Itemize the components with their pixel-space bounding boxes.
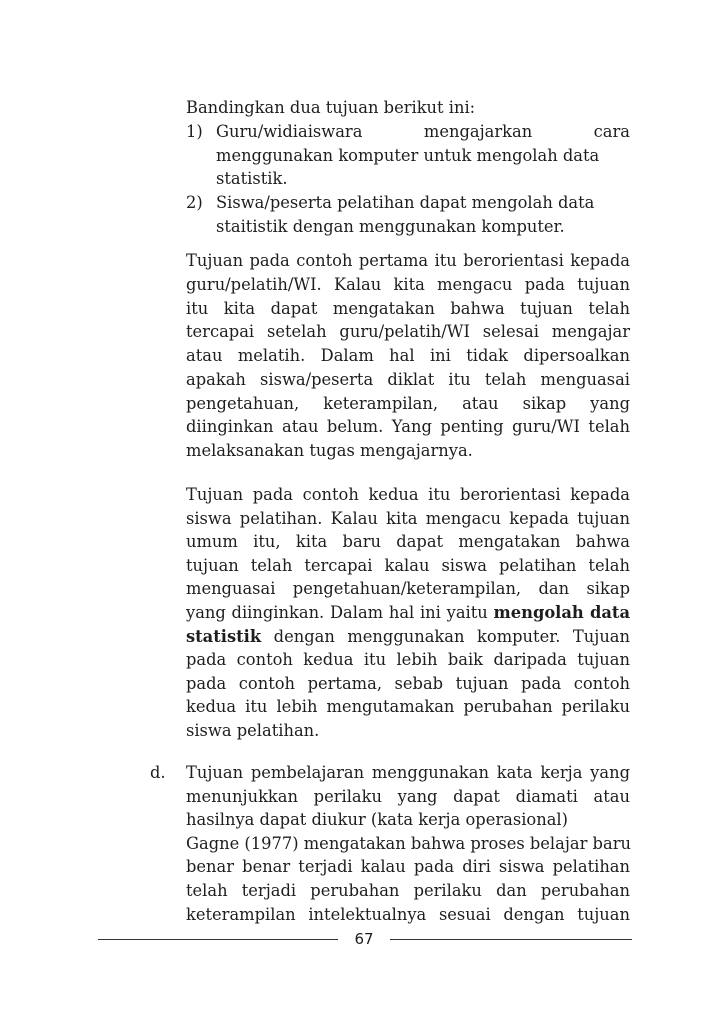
section-d-line: Tujuan pembelajaran menggunakan kata kerja yang	[186, 763, 630, 782]
list-item-1-line-2: menggunakan komputer untuk mengolah data	[216, 146, 600, 165]
section-d-marker: d.	[150, 763, 166, 782]
paragraph-2-line	[186, 602, 630, 624]
paragraph-2-line: kedua itu lebih mengutamakan perubahan perilaku	[186, 697, 630, 717]
section-d-line: menunjukkan perilaku yang dapat diamati atau	[186, 786, 630, 806]
paragraph-2-text: yang diinginkan. Dalam hal ini yaitu	[186, 603, 494, 622]
footer-rule-right	[390, 939, 632, 940]
paragraph-1-line: atau melatih. Dalam hal ini tidak dipersoalkan	[186, 346, 630, 365]
section-d-line: benar benar terjadi kalau pada diri siswa pelatihan	[186, 857, 630, 877]
paragraph-1-line: apakah siswa/peserta diklat itu telah menguasai	[186, 369, 630, 389]
paragraph-2-text: dengan menggunakan komputer. Tujuan	[261, 626, 630, 646]
intro-line: Bandingkan dua tujuan berikut ini:	[186, 98, 476, 117]
section-d-line: keterampilan intelektualnya sesuai dengan tujuan	[186, 904, 630, 924]
footer-rule-left	[98, 939, 338, 940]
paragraph-2-line: pada contoh pertama, sebab tujuan pada contoh	[186, 673, 630, 693]
paragraph-2-line: pada contoh kedua itu lebih baik daripada tujuan	[186, 650, 630, 670]
list-item-2-line-2: staitistik dengan menggunakan komputer.	[216, 217, 565, 236]
paragraph-1-line: guru/pelatih/WI. Kalau kita mengacu pada tujuan	[186, 274, 630, 294]
paragraph-1-line: itu kita dapat mengatakan bahwa tujuan telah	[186, 298, 630, 318]
page-number: 67	[354, 930, 374, 948]
paragraph-1-line: Tujuan pada contoh pertama itu berorientasi kepada	[186, 251, 630, 270]
list-item-2-line-1: Siswa/peserta pelatihan dapat mengolah data	[216, 193, 595, 212]
list-number-2: 2)	[186, 193, 203, 212]
list-number-1: 1)	[186, 122, 203, 141]
bold-phrase: mengolah data	[493, 603, 630, 622]
bold-phrase: statistik	[186, 626, 262, 646]
paragraph-2-line	[186, 626, 630, 648]
paragraph-2-line: tujuan telah tercapai kalau siswa pelatihan telah	[186, 555, 630, 575]
paragraph-2-line: siswa pelatihan. Kalau kita mengacu kepada tujuan	[186, 508, 630, 528]
list-item-1-line-3: statistik.	[216, 169, 288, 188]
section-d-line: Gagne (1977) mengatakan bahwa proses belajar baru	[186, 833, 631, 853]
paragraph-2-line: umum itu, kita baru dapat mengatakan bahwa	[186, 532, 630, 552]
paragraph-1-line: tercapai setelah guru/pelatih/WI selesai mengajar	[186, 322, 630, 342]
list-item-1-line-1: Guru/widiaiswara mengajarkan cara	[216, 122, 630, 141]
paragraph-1-line: melaksanakan tugas mengajarnya.	[186, 441, 473, 460]
paragraph-1-line: pengetahuan, keterampilan, atau sikap yang	[186, 393, 630, 413]
paragraph-2-line: siswa pelatihan.	[186, 721, 320, 740]
paragraph-1-line: diinginkan atau belum. Yang penting guru/WI telah	[186, 417, 630, 437]
section-d-line: hasilnya dapat diukur (kata kerja operasional)	[186, 810, 568, 830]
paragraph-2-line: menguasai pengetahuan/keterampilan, dan sikap	[186, 579, 630, 599]
section-d-line: telah terjadi perubahan perilaku dan perubahan	[186, 881, 630, 900]
paragraph-2-line: Tujuan pada contoh kedua itu berorientasi kepada	[186, 485, 630, 504]
